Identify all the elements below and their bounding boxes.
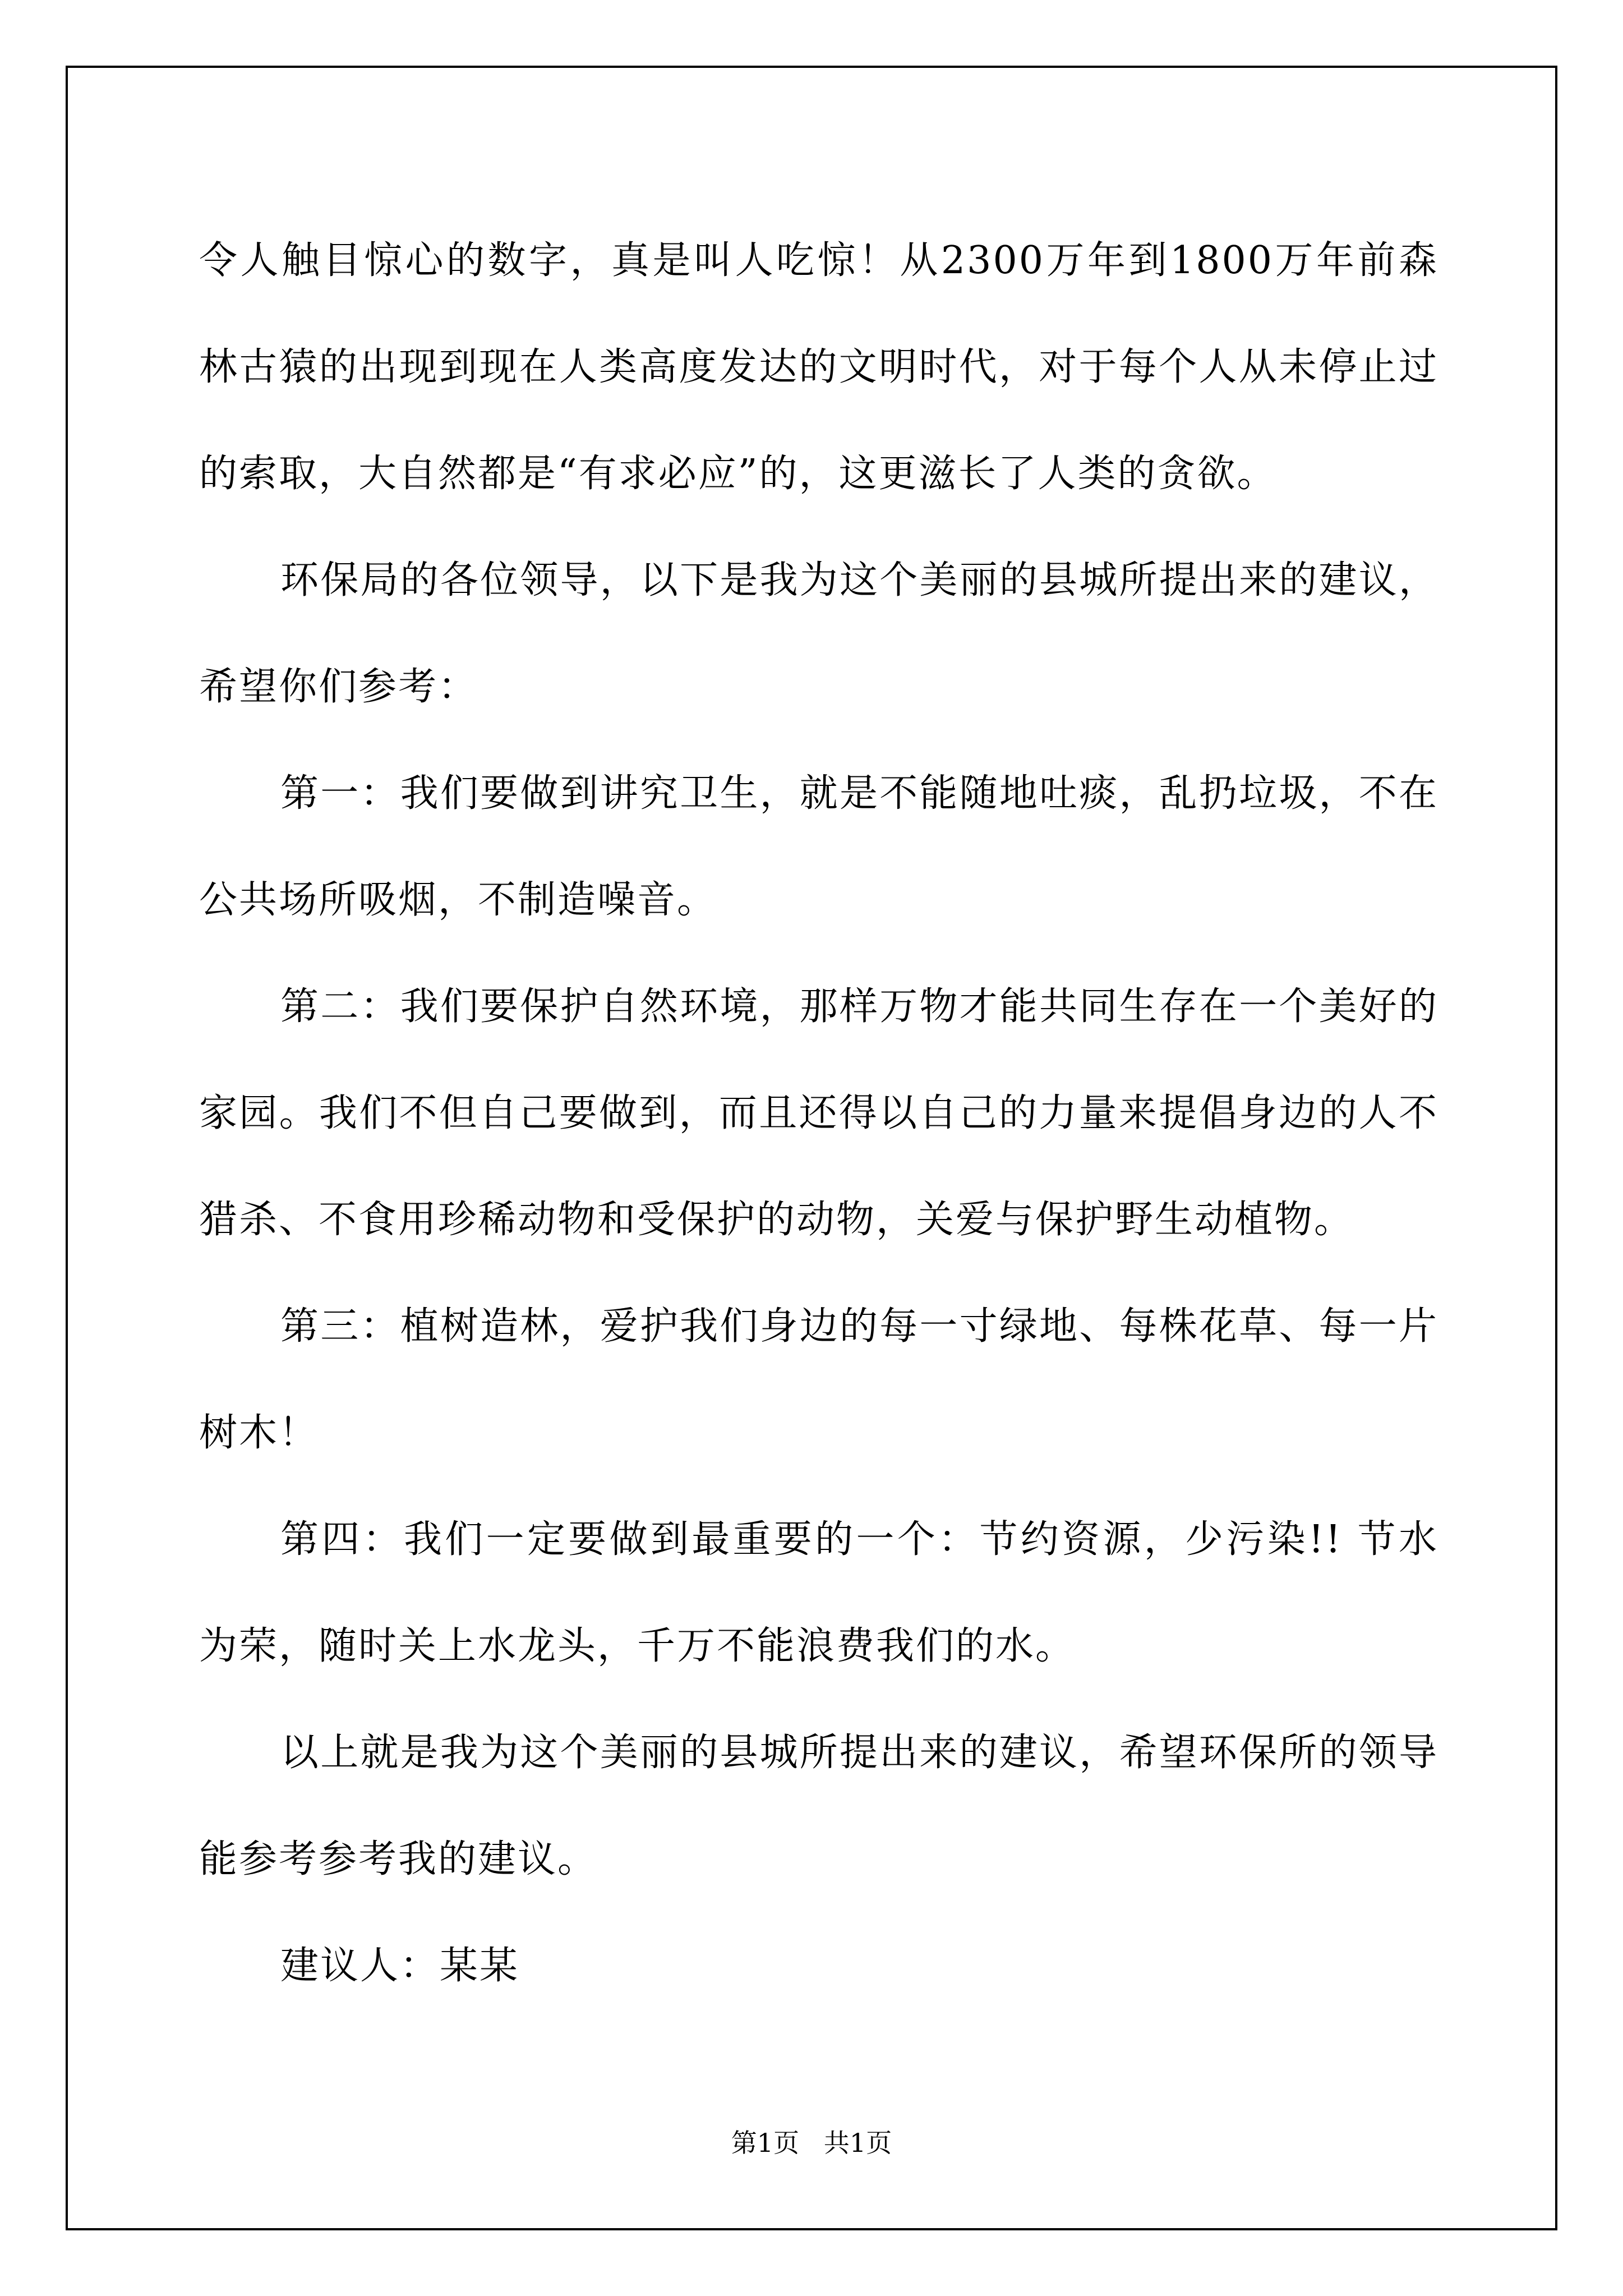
paragraph-suggestion-3: 第三：植树造林，爱护我们身边的每一寸绿地、每株花草、每一片树木！ (199, 1304, 1438, 1455)
page-footer: 第1页 共1页 (731, 2128, 892, 2158)
paragraph-suggestion-2: 第二：我们要保护自然环境，那样万物才能共同生存在一个美好的家园。我们不但自己要做到，而且还得以自己的力量来提倡身边的人不猎杀、不食用珍稀动物和受保护的动物，关爱与保护野生动植物。 (199, 984, 1438, 1242)
paragraph-address: 环保局的各位领导，以下是我为这个美丽的县城所提出来的建议，希望你们参考： (199, 558, 1438, 709)
paragraph-suggestion-1: 第一：我们要做到讲究卫生，就是不能随地吐痰，乱扔垃圾，不在公共场所吸烟，不制造噪音。 (199, 771, 1438, 922)
paragraph-conclusion: 以上就是我为这个美丽的县城所提出来的建议，希望环保所的领导能参考参考我的建议。 (199, 1731, 1438, 1881)
paragraph-suggestion-4: 第四：我们一定要做到最重要的一个：节约资源，少污染!! 节水为荣，随时关上水龙头，千万不能浪费我们的水。 (199, 1517, 1438, 1668)
paragraph-intro: 令人触目惊心的数字，真是叫人吃惊！从2300万年到1800万年前森林古猿的出现到现在人类高度发达的文明时代，对于每个人从未停止过的索取，大自然都是“有求必应”的，这更滋长了人类的贪欲。 (199, 238, 1438, 496)
document-body (199, 208, 1438, 2019)
paragraph-signature: 建议人：某某 (280, 1944, 520, 1988)
